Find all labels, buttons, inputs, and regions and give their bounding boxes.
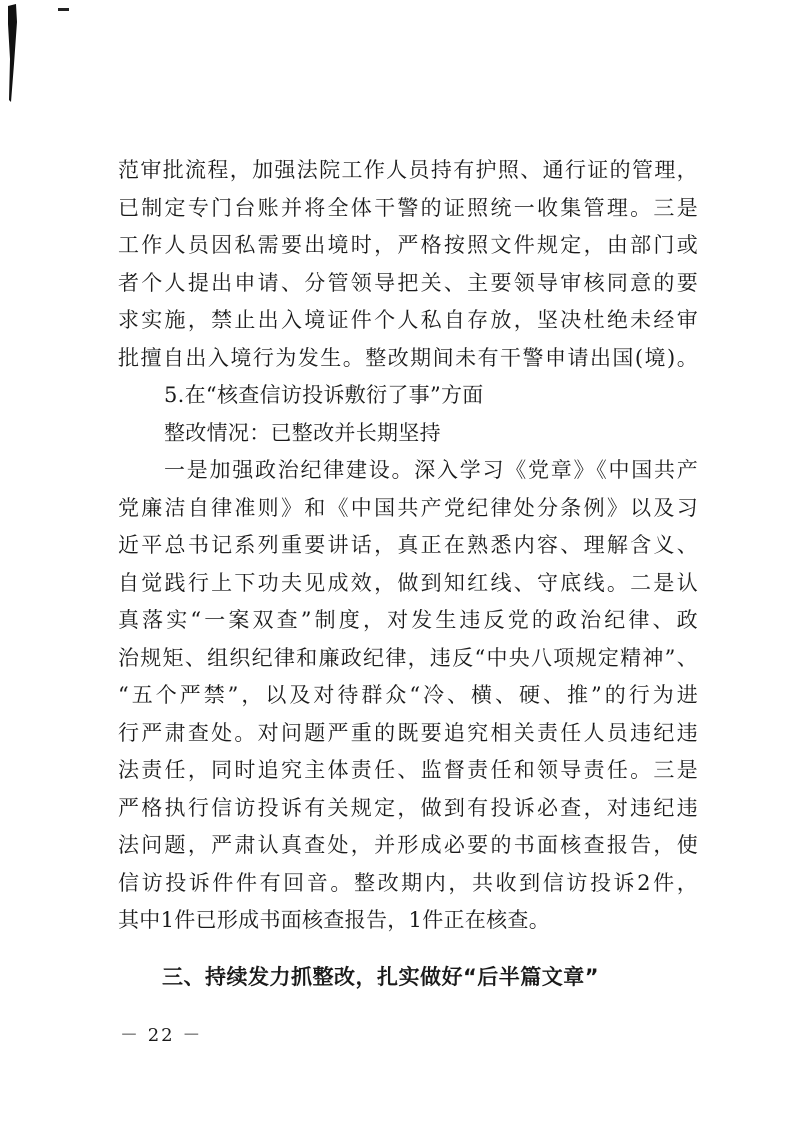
paragraph-line: 工作人员因私需要出境时，严格按照文件规定，由部门或 [118,233,698,257]
paragraph-line: 者个人提出申请、分管领导把关、主要领导审核同意的要 [118,270,698,295]
paragraph-line: 真落实“一案双查”制度，对发生违反党的政治纪律、政 [118,608,698,632]
page-number: － 22 － [120,1025,203,1046]
paragraph-line: 信访投诉件件有回音。整改期内，共收到信访投诉2件， [118,870,698,895]
paragraph-line: 求实施，禁止出入境证件个人私自存放，坚决杜绝未经审 [118,308,698,332]
paragraph-line: 法责任，同时追究主体责任、监督责任和领导责任。三是 [118,758,698,782]
scan-speck [58,8,69,11]
paragraph-line: 一是加强政治纪律建设。深入学习《党章》《中国共产 [164,458,698,482]
subsection-title: 5.在“核查信访投诉敷衍了事”方面 [164,383,484,407]
paragraph-line: 已制定专门台账并将全体干警的证照统一收集管理。三是 [118,195,698,220]
paragraph-line: 治规矩、组织纪律和廉政纪律，违反“中央八项规定精神”、 [118,645,698,670]
paragraph-line: 其中1件已形成书面核查报告，1件正在核查。 [118,908,551,932]
section-heading: 三、持续发力抓整改，扎实做好“后半篇文章” [162,965,600,989]
document-body [118,152,698,940]
paragraph-line: 党廉洁自律准则》和《中国共产党纪律处分条例》以及习 [118,495,698,520]
paragraph-line: 批擅自出入境行为发生。整改期间未有干警申请出国(境)。 [118,345,698,370]
paragraph-line: 自觉践行上下功夫见成效，做到知红线、守底线。二是认 [118,570,698,595]
paragraph-line: 严格执行信访投诉有关规定，做到有投诉必查，对违纪违 [118,795,698,820]
paragraph-line: 行严肃查处。对问题严重的既要追究相关责任人员违纪违 [118,720,698,745]
scan-edge-mark [6,4,18,102]
rectification-status: 整改情况：已整改并长期坚持 [164,420,441,445]
paragraph-line: 法问题，严肃认真查处，并形成必要的书面核查报告，使 [118,833,698,857]
paragraph-line: 近平总书记系列重要讲话，真正在熟悉内容、理解含义、 [118,533,698,557]
paragraph-line: 范审批流程，加强法院工作人员持有护照、通行证的管理， [118,158,698,182]
paragraph-line: “五个严禁”，以及对待群众“冷、横、硬、推”的行为进 [118,683,698,707]
